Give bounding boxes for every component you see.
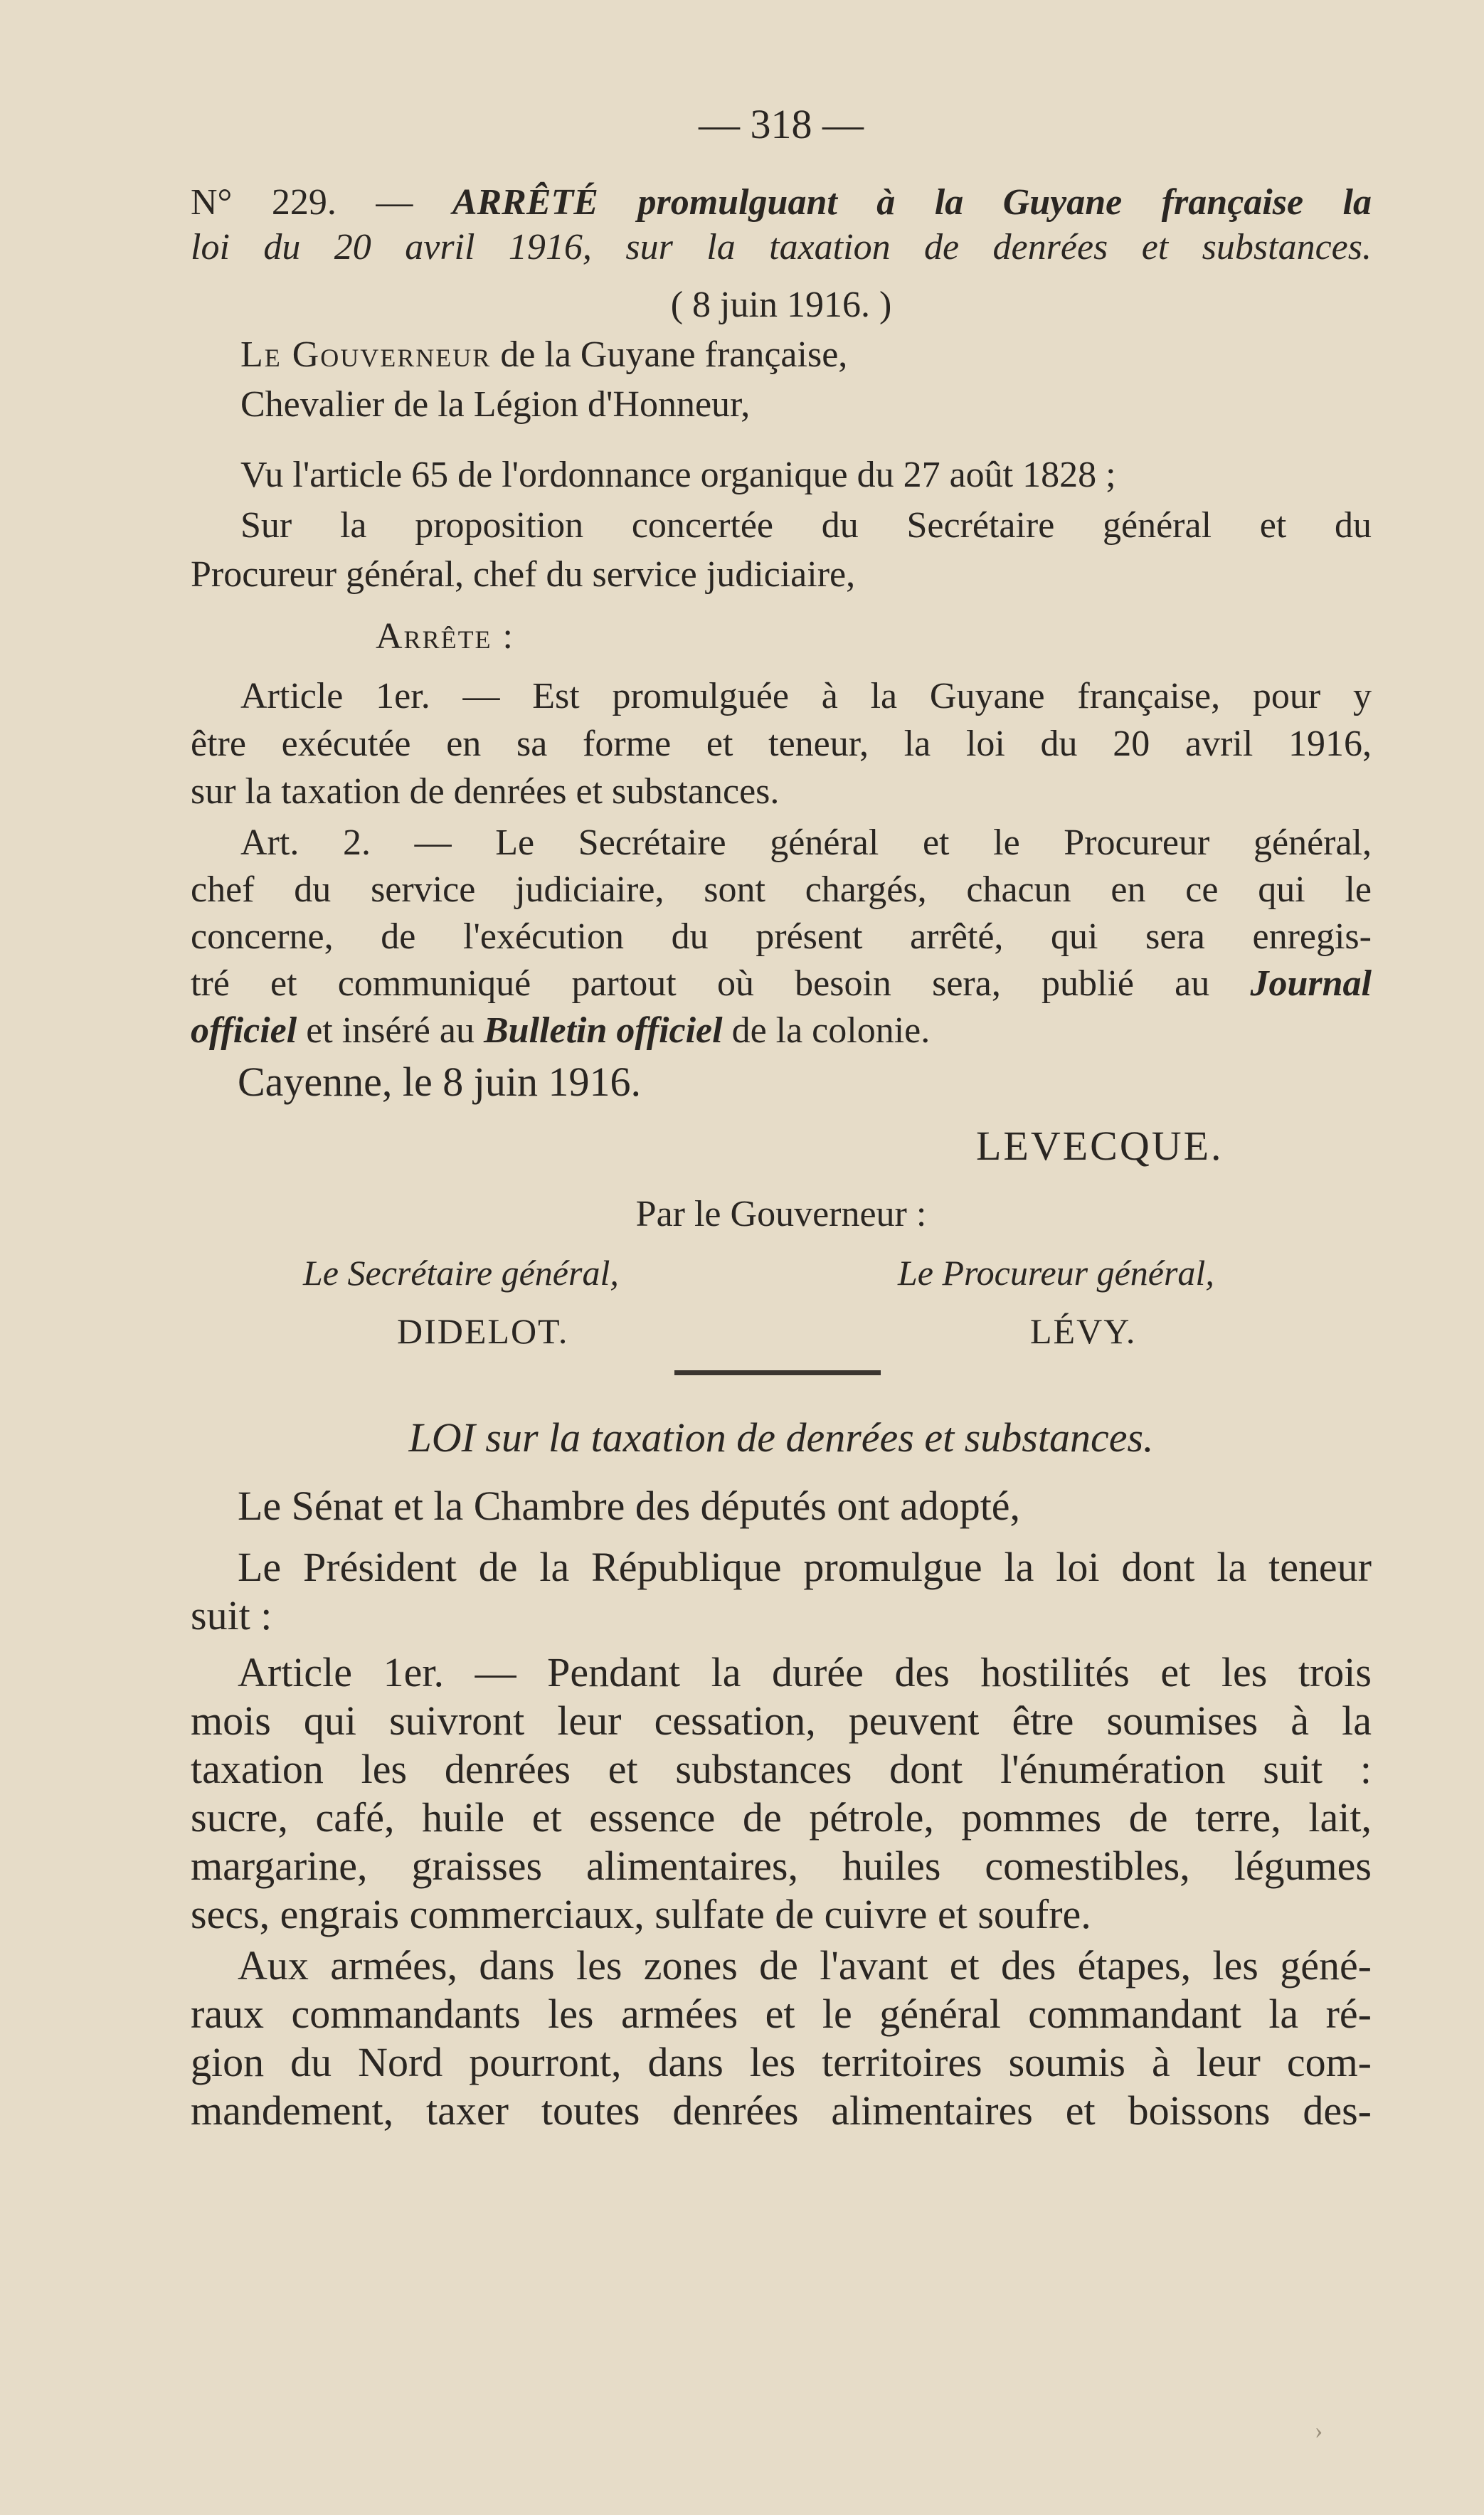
- vu-line: Vu l'article 65 de l'ordonnance organique du 27 août 1828 ;: [240, 455, 1116, 495]
- place-date: Cayenne, le 8 juin 1916.: [238, 1059, 642, 1105]
- loi-aux-line-3: gion du Nord pourront, dans les territoires soumis à leur com-: [191, 2039, 1372, 2085]
- art2-line-5: [191, 1007, 1372, 1054]
- governor-line-1: [240, 332, 1421, 378]
- secretaire-name: DIDELOT.: [397, 1311, 569, 1351]
- sur-line-1: Sur la proposition concertée du Secrétaire général et du: [240, 505, 1372, 546]
- loi-art1-line-2: mois qui suivront leur cessation, peuvent être soumises à la: [191, 1698, 1372, 1744]
- art1-line-2: être exécutée en sa forme et teneur, la loi du 20 avril 1916,: [191, 724, 1372, 764]
- arrete-title-italic: ARRÊTÉ promulguant à la Guyane française la: [452, 182, 1372, 223]
- margin-mark: ›: [1315, 2418, 1323, 2444]
- arrete-title-line-1: [191, 179, 1372, 226]
- loi-aux-line-4: mandement, taxer toutes denrées alimentaires et boissons des-: [191, 2087, 1372, 2134]
- loi-art1-line-1: Article 1er. — Pendant la durée des hostilités et les trois: [238, 1649, 1372, 1695]
- arrete-heading: Arrête :: [376, 616, 514, 657]
- loi-intro-2-line-2: suit :: [191, 1592, 272, 1638]
- secretaire-title: Le Secrétaire général,: [303, 1253, 619, 1293]
- governor-colony: de la Guyane française,: [491, 334, 848, 375]
- governor-line-2: Chevalier de la Légion d'Honneur,: [240, 384, 751, 425]
- arrete-title-line-2: loi du 20 avril 1916, sur la taxation de denrées et substances.: [191, 227, 1372, 268]
- officiel-word: officiel: [191, 1010, 297, 1051]
- loi-art1-line-4: sucre, café, huile et essence de pétrole, pommes de terre, lait,: [191, 1794, 1372, 1841]
- art2-line-1: Art. 2. — Le Secrétaire général et le Procureur général,: [240, 822, 1372, 863]
- art2-line-5-text: et inséré au: [297, 1010, 484, 1051]
- loi-art1-line-6: secs, engrais commerciaux, sulfate de cuivre et soufre.: [191, 1891, 1091, 1937]
- arrete-number: N° 229. —: [191, 182, 413, 223]
- art2-line-2: chef du service judiciaire, sont chargés, chacun en ce qui le: [191, 869, 1372, 910]
- procureur-title: Le Procureur général,: [898, 1253, 1214, 1293]
- art1-line-3: sur la taxation de denrées et substances.: [191, 771, 780, 812]
- sur-line-2: Procureur général, chef du service judiciaire,: [191, 554, 856, 595]
- art2-line-4-text: tré et communiqué partout où besoin sera, publié au: [191, 963, 1251, 1004]
- art2-line-4: [191, 960, 1372, 1007]
- page-number: — 318 —: [699, 101, 864, 147]
- signatory: LEVECQUE.: [976, 1123, 1224, 1169]
- loi-art1-line-3: taxation les denrées et substances dont l'énumération suit :: [191, 1746, 1372, 1792]
- bulletin-officiel: Bulletin officiel: [483, 1010, 723, 1051]
- art2-line-5-end: de la colonie.: [722, 1010, 931, 1051]
- governor-title: Le Gouverneur: [240, 334, 492, 375]
- loi-intro-1: Le Sénat et la Chambre des députés ont adopté,: [238, 1483, 1021, 1529]
- journal-word: Journal: [1250, 963, 1372, 1004]
- art1-line-1: Article 1er. — Est promulguée à la Guyane française, pour y: [240, 676, 1372, 716]
- section-divider: [674, 1370, 881, 1375]
- loi-aux-line-2: raux commandants les armées et le général commandant la ré-: [191, 1991, 1372, 2037]
- procureur-name: LÉVY.: [1030, 1311, 1137, 1351]
- loi-art1-line-5: margarine, graisses alimentaires, huiles comestibles, légumes: [191, 1843, 1372, 1889]
- loi-aux-line-1: Aux armées, dans les zones de l'avant et des étapes, les géné-: [238, 1942, 1372, 1989]
- loi-intro-2-line-1: Le Président de la République promulgue la loi dont la teneur: [238, 1544, 1372, 1590]
- arrete-date: ( 8 juin 1916. ): [670, 285, 892, 325]
- art2-line-3: concerne, de l'exécution du présent arrêté, qui sera enregis-: [191, 916, 1372, 957]
- loi-title: LOI sur la taxation de denrées et substances.: [408, 1414, 1154, 1461]
- par-le-gouverneur: Par le Gouverneur :: [635, 1194, 927, 1234]
